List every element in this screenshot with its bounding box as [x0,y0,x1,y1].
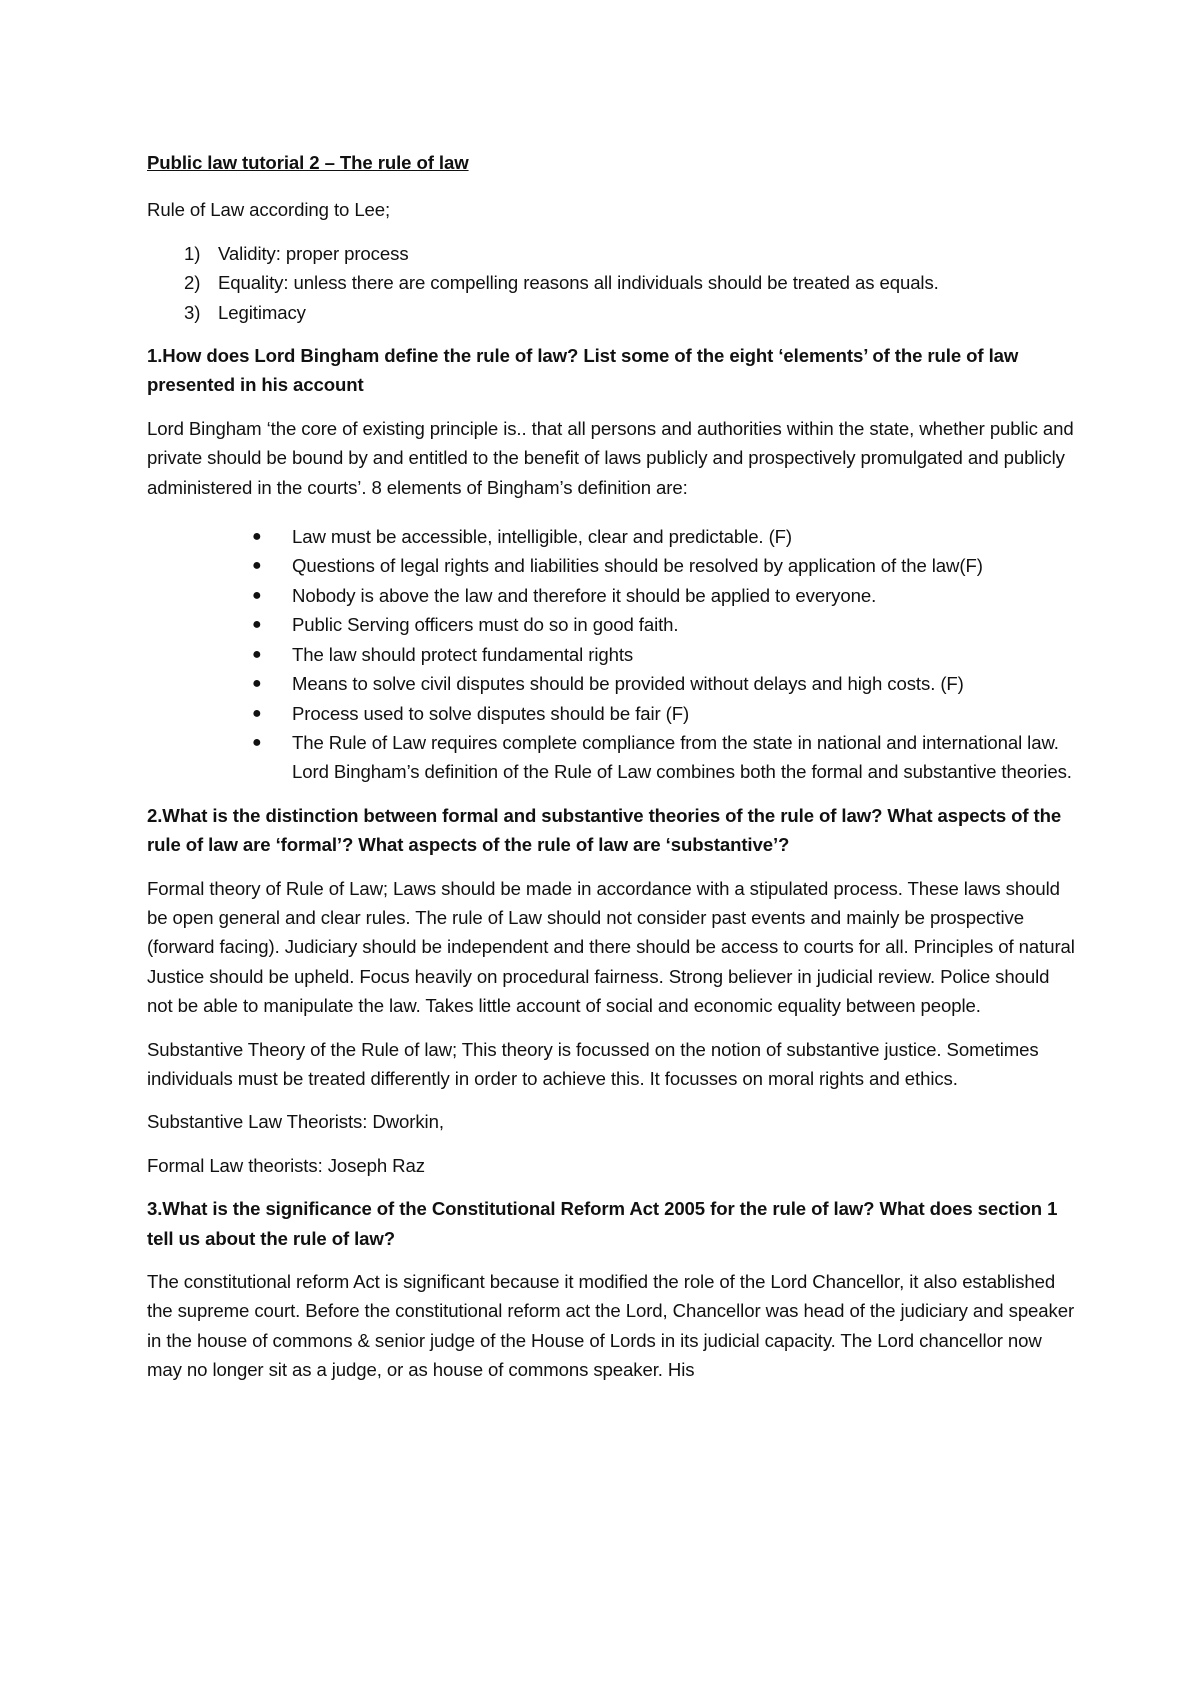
question-2-heading: 2.What is the distinction between formal and substantive theories of the rule of law? What aspects of the rule of law are ‘formal’? What aspects of the rule of law are ‘substantive’? [147,804,1062,856]
bullet-icon: ● [252,528,262,546]
list-item-text: Nobody is above the law and therefore it should be applied to everyone. [292,584,877,606]
list-item [147,640,1077,669]
list-item-text: Legitimacy [218,301,306,323]
bullet-icon: ● [252,645,262,663]
list-item [147,268,1077,297]
bullet-icon: ● [252,704,262,722]
list-item [147,610,1077,639]
bullet-icon: ● [252,675,262,693]
list-item [147,581,1077,610]
lee-list [147,239,1077,327]
substantive-theory-paragraph: Substantive Theory of the Rule of law; This theory is focussed on the notion of substantive justice. Sometimes individuals must be treated differently in order to achieve this. It focusses on moral rights and ethics. [147,1038,1039,1089]
document-body [147,148,1077,1399]
list-item [147,699,1077,728]
bullet-icon: ● [252,733,262,751]
question-1-heading: 1.How does Lord Bingham define the rule of law? List some of the eight ‘elements’ of the rule of law presented in his account [147,345,1019,396]
bingham-closing: Lord Bingham’s definition of the Rule of Law combines both the formal and substantive theories. [292,761,1072,783]
list-item-text: Equality: unless there are compelling reasons all individuals should be treated as equals. [218,272,939,294]
list-item-text: Public Serving officers must do so in good faith. [292,614,679,636]
list-item-text: The Rule of Law requires complete compliance from the state in national and international law. [292,731,1059,753]
list-number: 2) [184,272,201,294]
bingham-elements-list [147,522,1077,757]
list-item-text: Means to solve civil disputes should be provided without delays and high costs. (F) [292,673,964,695]
list-item [147,551,1077,580]
bullet-icon: ● [252,557,262,575]
bullet-icon: ● [252,586,262,604]
list-item-text: Validity: proper process [218,242,409,264]
formal-theory-paragraph: Formal theory of Rule of Law; Laws should be made in accordance with a stipulated process. These laws should be open general and clear rules. The rule of Law should not consider past events and mainly be prospective (forward facing). Judiciary should be independent and there should be access to courts for all. Principles of natural Justice should be upheld. Focus heavily on procedural fairness. Strong believer in judicial review. Police should not be able to manipulate the law. Takes little account of social and economic equality between people. [147,877,1075,1017]
lee-intro: Rule of Law according to Lee; [147,199,391,221]
list-item [147,728,1077,757]
list-number: 3) [184,301,201,323]
question-3-heading: 3.What is the significance of the Constitutional Reform Act 2005 for the rule of law? What does section 1 tell us about the rule of law? [147,1198,1058,1249]
question-3-answer: The constitutional reform Act is significant because it modified the role of the Lord Chancellor, it also established the supreme court. Before the constitutional reform act the Lord, Chancellor was head of the judiciary and speaker in the house of commons & senior judge of the House of Lords in its judicial capacity. The Lord chancellor now may no longer sit as a judge, or as house of commons speaker. His [147,1271,1075,1381]
list-item-text: Process used to solve disputes should be fair (F) [292,702,690,724]
substantive-theorists: Substantive Law Theorists: Dworkin, [147,1111,444,1133]
list-item-text: The law should protect fundamental rights [292,643,634,665]
page-title: Public law tutorial 2 – The rule of law [147,152,469,173]
list-item-text: Law must be accessible, intelligible, clear and predictable. (F) [292,526,793,548]
list-number: 1) [184,242,201,264]
list-item [147,522,1077,551]
list-item [147,239,1077,268]
list-item-text: Questions of legal rights and liabilities should be resolved by application of the law(F) [292,555,983,577]
bullet-icon: ● [252,616,262,634]
formal-theorists: Formal Law theorists: Joseph Raz [147,1154,425,1176]
list-item [147,298,1077,327]
list-item [147,669,1077,698]
question-1-answer: Lord Bingham ‘the core of existing principle is.. that all persons and authorities within the state, whether public and private should be bound by and entitled to the benefit of laws publicly and prospectively promulgated and publicly administered in the courts’. 8 elements of Bingham’s definition are: [147,417,1074,498]
